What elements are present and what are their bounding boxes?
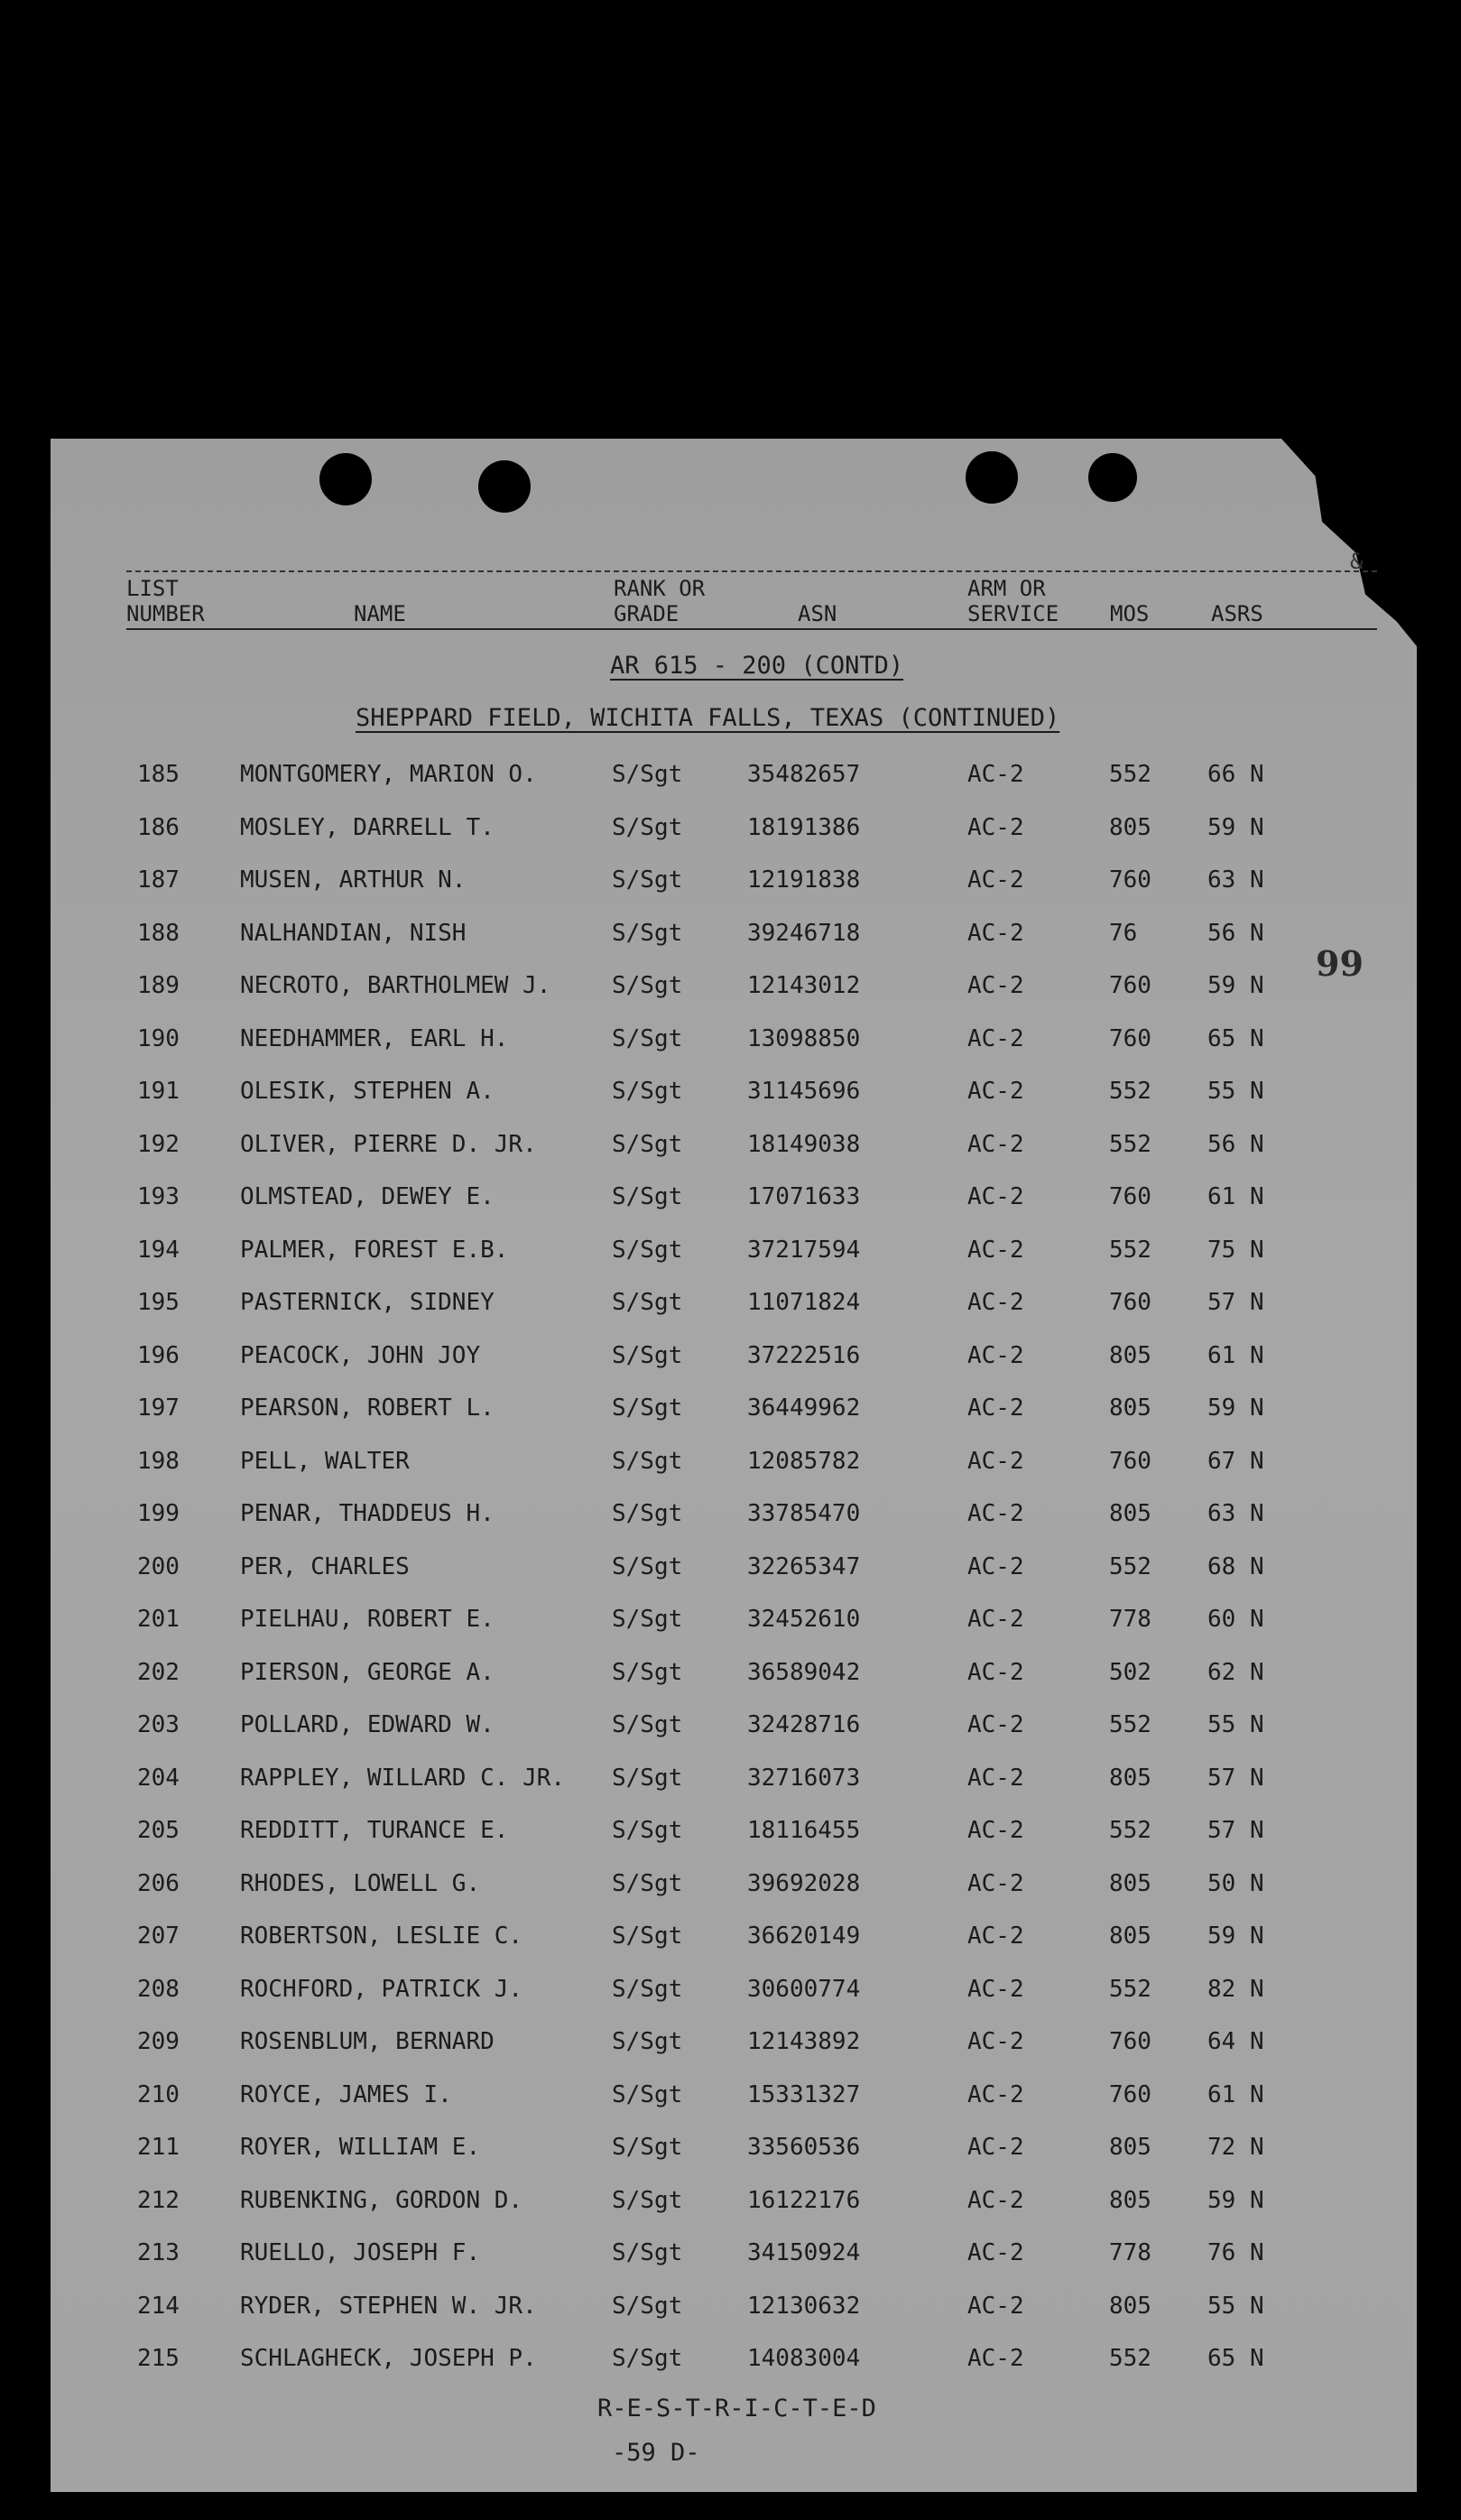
row-asn: 12085782 [747, 1447, 861, 1475]
row-name: MONTGOMERY, MARION O. [240, 761, 537, 788]
row-name: OLESIK, STEPHEN A. [240, 1078, 495, 1105]
row-asn: 33560536 [747, 2134, 861, 2161]
row-arm-service: AC-2 [967, 1658, 1024, 1686]
row-list-number: 206 [137, 1869, 180, 1897]
row-name: PALMER, FOREST E.B. [240, 1236, 509, 1264]
row-rank: S/Sgt [612, 1289, 683, 1316]
punch-hole [1088, 453, 1137, 502]
row-name: RUBENKING, GORDON D. [240, 2186, 523, 2214]
table-row [51, 2182, 1404, 2219]
row-asrs: 61 N [1207, 1183, 1264, 1210]
row-asn: 32428716 [747, 1711, 861, 1738]
row-asrs: 57 N [1207, 1289, 1264, 1316]
row-asrs: 65 N [1207, 2345, 1264, 2372]
row-asn: 11071824 [747, 1289, 861, 1316]
row-asrs: 50 N [1207, 1869, 1264, 1897]
row-rank: S/Sgt [612, 1341, 683, 1369]
document-page [51, 439, 1417, 2492]
row-rank: S/Sgt [612, 1183, 683, 1210]
row-list-number: 211 [137, 2134, 180, 2161]
row-mos: 760 [1109, 1024, 1151, 1052]
row-asn: 14083004 [747, 2345, 861, 2372]
row-asn: 18191386 [747, 813, 861, 841]
table-row [51, 2288, 1404, 2324]
row-arm-service: AC-2 [967, 1394, 1024, 1422]
row-asrs: 59 N [1207, 1394, 1264, 1422]
row-asn: 12130632 [747, 2292, 861, 2320]
row-rank: S/Sgt [612, 1236, 683, 1264]
row-name: REDDITT, TURANCE E. [240, 1817, 509, 1844]
row-rank: S/Sgt [612, 972, 683, 999]
row-asn: 32452610 [747, 1606, 861, 1633]
row-list-number: 202 [137, 1658, 180, 1686]
row-mos: 552 [1109, 1078, 1151, 1105]
row-list-number: 204 [137, 1764, 180, 1792]
corner-mark: & [1350, 549, 1364, 574]
row-asn: 18116455 [747, 1817, 861, 1844]
row-list-number: 199 [137, 1500, 180, 1527]
row-list-number: 210 [137, 2080, 180, 2108]
row-mos: 778 [1109, 2239, 1151, 2266]
row-asn: 15331327 [747, 2080, 861, 2108]
row-mos: 760 [1109, 1447, 1151, 1475]
row-mos: 805 [1109, 2292, 1151, 2320]
row-rank: S/Sgt [612, 1764, 683, 1792]
row-arm-service: AC-2 [967, 972, 1024, 999]
row-asn: 36589042 [747, 1658, 861, 1686]
row-name: ROCHFORD, PATRICK J. [240, 1975, 523, 2003]
header-top-rule [126, 570, 1377, 572]
row-rank: S/Sgt [612, 1975, 683, 2003]
row-name: RHODES, LOWELL G. [240, 1869, 481, 1897]
row-arm-service: AC-2 [967, 2345, 1024, 2372]
table-row [51, 1179, 1404, 1215]
row-rank: S/Sgt [612, 1922, 683, 1950]
table-row [51, 810, 1404, 846]
row-asn: 39246718 [747, 919, 861, 947]
row-rank: S/Sgt [612, 1658, 683, 1686]
row-asn: 31145696 [747, 1078, 861, 1105]
row-mos: 805 [1109, 1869, 1151, 1897]
row-list-number: 189 [137, 972, 180, 999]
table-row [51, 2077, 1404, 2113]
table-row [51, 1601, 1404, 1637]
row-mos: 805 [1109, 2134, 1151, 2161]
row-name: ROYER, WILLIAM E. [240, 2134, 481, 2161]
row-asn: 37217594 [747, 1236, 861, 1264]
row-rank: S/Sgt [612, 1500, 683, 1527]
row-list-number: 192 [137, 1130, 180, 1158]
row-mos: 805 [1109, 1922, 1151, 1950]
header-bottom-rule [126, 628, 1377, 630]
row-mos: 805 [1109, 1764, 1151, 1792]
row-rank: S/Sgt [612, 2134, 683, 2161]
row-arm-service: AC-2 [967, 1130, 1024, 1158]
row-mos: 760 [1109, 972, 1151, 999]
row-mos: 805 [1109, 813, 1151, 841]
row-asn: 34150924 [747, 2239, 861, 2266]
row-list-number: 214 [137, 2292, 180, 2320]
row-asrs: 55 N [1207, 2292, 1264, 2320]
row-name: OLIVER, PIERRE D. JR. [240, 1130, 537, 1158]
row-list-number: 191 [137, 1078, 180, 1105]
row-rank: S/Sgt [612, 1394, 683, 1422]
row-mos: 552 [1109, 761, 1151, 788]
row-asrs: 60 N [1207, 1606, 1264, 1633]
header-arm-service: ARM OR SERVICE [967, 576, 1059, 626]
punch-hole [478, 460, 531, 513]
row-asrs: 56 N [1207, 1130, 1264, 1158]
row-rank: S/Sgt [612, 2239, 683, 2266]
header-asrs: ASRS [1211, 601, 1263, 626]
row-asrs: 67 N [1207, 1447, 1264, 1475]
row-list-number: 201 [137, 1606, 180, 1633]
row-mos: 552 [1109, 1817, 1151, 1844]
table-row [51, 1390, 1404, 1426]
table-row [51, 1338, 1404, 1374]
header-name: NAME [354, 601, 406, 626]
row-asn: 17071633 [747, 1183, 861, 1210]
row-rank: S/Sgt [612, 761, 683, 788]
row-asn: 36449962 [747, 1394, 861, 1422]
row-mos: 760 [1109, 2080, 1151, 2108]
row-asrs: 56 N [1207, 919, 1264, 947]
table-row [51, 1760, 1404, 1796]
row-name: PENAR, THADDEUS H. [240, 1500, 495, 1527]
header-list-number: LIST NUMBER [126, 576, 205, 626]
table-row [51, 756, 1404, 792]
row-list-number: 215 [137, 2345, 180, 2372]
row-list-number: 185 [137, 761, 180, 788]
row-arm-service: AC-2 [967, 1975, 1024, 2003]
row-arm-service: AC-2 [967, 1289, 1024, 1316]
table-row [51, 1971, 1404, 2007]
regulation-title: AR 615 - 200 (CONTD) [610, 652, 904, 680]
row-arm-service: AC-2 [967, 1341, 1024, 1369]
row-mos: 552 [1109, 1236, 1151, 1264]
table-row [51, 968, 1404, 1004]
page-number: -59 D- [612, 2439, 700, 2467]
row-asn: 12191838 [747, 866, 861, 894]
row-rank: S/Sgt [612, 1711, 683, 1738]
row-mos: 760 [1109, 866, 1151, 894]
row-list-number: 209 [137, 2028, 180, 2055]
row-rank: S/Sgt [612, 1130, 683, 1158]
table-row [51, 1073, 1404, 1109]
row-arm-service: AC-2 [967, 1500, 1024, 1527]
row-arm-service: AC-2 [967, 1447, 1024, 1475]
table-row [51, 1232, 1404, 1268]
table-row [51, 862, 1404, 898]
row-asrs: 57 N [1207, 1817, 1264, 1844]
row-arm-service: AC-2 [967, 2292, 1024, 2320]
row-list-number: 195 [137, 1289, 180, 1316]
row-name: RAPPLEY, WILLARD C. JR. [240, 1764, 566, 1792]
row-mos: 552 [1109, 2345, 1151, 2372]
row-name: MOSLEY, DARRELL T. [240, 813, 495, 841]
row-mos: 760 [1109, 2028, 1151, 2055]
row-asn: 37222516 [747, 1341, 861, 1369]
row-rank: S/Sgt [612, 1078, 683, 1105]
row-asn: 32265347 [747, 1552, 861, 1580]
row-name: PASTERNICK, SIDNEY [240, 1289, 495, 1316]
row-arm-service: AC-2 [967, 1552, 1024, 1580]
row-arm-service: AC-2 [967, 761, 1024, 788]
row-name: OLMSTEAD, DEWEY E. [240, 1183, 495, 1210]
row-name: POLLARD, EDWARD W. [240, 1711, 495, 1738]
table-row [51, 1707, 1404, 1743]
table-row [51, 2024, 1404, 2060]
row-list-number: 187 [137, 866, 180, 894]
row-asn: 12143892 [747, 2028, 861, 2055]
row-mos: 552 [1109, 1130, 1151, 1158]
row-arm-service: AC-2 [967, 1817, 1024, 1844]
row-list-number: 186 [137, 813, 180, 841]
row-asrs: 63 N [1207, 866, 1264, 894]
torn-corner [1281, 439, 1417, 646]
row-rank: S/Sgt [612, 1606, 683, 1633]
row-arm-service: AC-2 [967, 1711, 1024, 1738]
row-asrs: 68 N [1207, 1552, 1264, 1580]
row-list-number: 203 [137, 1711, 180, 1738]
row-rank: S/Sgt [612, 813, 683, 841]
table-row [51, 1654, 1404, 1691]
row-name: PIERSON, GEORGE A. [240, 1658, 495, 1686]
row-mos: 552 [1109, 1711, 1151, 1738]
row-mos: 760 [1109, 1183, 1151, 1210]
row-mos: 552 [1109, 1552, 1151, 1580]
table-row [51, 1021, 1404, 1057]
row-rank: S/Sgt [612, 1447, 683, 1475]
row-asn: 36620149 [747, 1922, 861, 1950]
row-asrs: 76 N [1207, 2239, 1264, 2266]
punch-hole [966, 451, 1018, 504]
row-name: ROYCE, JAMES I. [240, 2080, 452, 2108]
row-list-number: 193 [137, 1183, 180, 1210]
row-arm-service: AC-2 [967, 2134, 1024, 2161]
row-asrs: 59 N [1207, 1922, 1264, 1950]
row-list-number: 194 [137, 1236, 180, 1264]
row-rank: S/Sgt [612, 919, 683, 947]
row-list-number: 205 [137, 1817, 180, 1844]
row-asrs: 65 N [1207, 1024, 1264, 1052]
row-rank: S/Sgt [612, 2186, 683, 2214]
row-arm-service: AC-2 [967, 1183, 1024, 1210]
row-name: RUELLO, JOSEPH F. [240, 2239, 481, 2266]
header-mos: MOS [1110, 601, 1150, 626]
row-name: MUSEN, ARTHUR N. [240, 866, 467, 894]
row-arm-service: AC-2 [967, 1764, 1024, 1792]
row-arm-service: AC-2 [967, 1606, 1024, 1633]
table-row [51, 1549, 1404, 1585]
row-rank: S/Sgt [612, 1817, 683, 1844]
row-name: NALHANDIAN, NISH [240, 919, 467, 947]
row-arm-service: AC-2 [967, 1869, 1024, 1897]
row-asn: 33785470 [747, 1500, 861, 1527]
row-asrs: 59 N [1207, 972, 1264, 999]
table-row [51, 2235, 1404, 2271]
row-rank: S/Sgt [612, 1552, 683, 1580]
row-asrs: 59 N [1207, 2186, 1264, 2214]
row-list-number: 213 [137, 2239, 180, 2266]
row-name: PIELHAU, ROBERT E. [240, 1606, 495, 1633]
row-list-number: 212 [137, 2186, 180, 2214]
row-asn: 35482657 [747, 761, 861, 788]
row-arm-service: AC-2 [967, 919, 1024, 947]
row-rank: S/Sgt [612, 1024, 683, 1052]
row-rank: S/Sgt [612, 2345, 683, 2372]
row-arm-service: AC-2 [967, 1922, 1024, 1950]
row-list-number: 207 [137, 1922, 180, 1950]
row-asrs: 63 N [1207, 1500, 1264, 1527]
row-arm-service: AC-2 [967, 1024, 1024, 1052]
row-asrs: 55 N [1207, 1711, 1264, 1738]
row-arm-service: AC-2 [967, 2028, 1024, 2055]
row-asrs: 61 N [1207, 2080, 1264, 2108]
row-rank: S/Sgt [612, 2292, 683, 2320]
row-rank: S/Sgt [612, 2028, 683, 2055]
row-asn: 13098850 [747, 1024, 861, 1052]
row-arm-service: AC-2 [967, 813, 1024, 841]
table-row [51, 2340, 1404, 2376]
row-arm-service: AC-2 [967, 1078, 1024, 1105]
row-mos: 805 [1109, 1394, 1151, 1422]
row-name: SCHLAGHECK, JOSEPH P. [240, 2345, 537, 2372]
row-name: PEARSON, ROBERT L. [240, 1394, 495, 1422]
row-arm-service: AC-2 [967, 2080, 1024, 2108]
row-mos: 760 [1109, 1289, 1151, 1316]
row-list-number: 196 [137, 1341, 180, 1369]
row-rank: S/Sgt [612, 1869, 683, 1897]
row-name: PEACOCK, JOHN JOY [240, 1341, 481, 1369]
row-mos: 805 [1109, 2186, 1151, 2214]
row-mos: 805 [1109, 1500, 1151, 1527]
row-asrs: 72 N [1207, 2134, 1264, 2161]
row-arm-service: AC-2 [967, 2186, 1024, 2214]
row-mos: 502 [1109, 1658, 1151, 1686]
row-asn: 12143012 [747, 972, 861, 999]
row-list-number: 200 [137, 1552, 180, 1580]
row-list-number: 197 [137, 1394, 180, 1422]
row-mos: 552 [1109, 1975, 1151, 2003]
row-asn: 39692028 [747, 1869, 861, 1897]
row-list-number: 208 [137, 1975, 180, 2003]
row-asrs: 59 N [1207, 813, 1264, 841]
row-list-number: 188 [137, 919, 180, 947]
table-row [51, 1866, 1404, 1902]
row-asrs: 57 N [1207, 1764, 1264, 1792]
table-row [51, 2129, 1404, 2165]
row-mos: 778 [1109, 1606, 1151, 1633]
row-name: PER, CHARLES [240, 1552, 410, 1580]
row-arm-service: AC-2 [967, 1236, 1024, 1264]
row-name: PELL, WALTER [240, 1447, 410, 1475]
punch-hole [319, 453, 372, 505]
header-rank-grade: RANK OR GRADE [614, 576, 706, 626]
row-arm-service: AC-2 [967, 2239, 1024, 2266]
table-row [51, 1812, 1404, 1848]
row-name: NECROTO, BARTHOLMEW J. [240, 972, 551, 999]
row-asrs: 55 N [1207, 1078, 1264, 1105]
row-rank: S/Sgt [612, 866, 683, 894]
row-rank: S/Sgt [612, 2080, 683, 2108]
table-row [51, 1284, 1404, 1320]
row-name: ROSENBLUM, BERNARD [240, 2028, 495, 2055]
row-asrs: 61 N [1207, 1341, 1264, 1369]
side-page-number: 99 [1316, 943, 1364, 984]
row-asrs: 82 N [1207, 1975, 1264, 2003]
row-mos: 76 [1109, 919, 1138, 947]
row-asrs: 75 N [1207, 1236, 1264, 1264]
location-title: SHEPPARD FIELD, WICHITA FALLS, TEXAS (CONTINUED) [356, 704, 1060, 732]
table-row [51, 915, 1404, 951]
row-mos: 805 [1109, 1341, 1151, 1369]
row-asn: 18149038 [747, 1130, 861, 1158]
row-arm-service: AC-2 [967, 866, 1024, 894]
table-row [51, 1443, 1404, 1479]
row-asn: 30600774 [747, 1975, 861, 2003]
row-asrs: 62 N [1207, 1658, 1264, 1686]
row-list-number: 198 [137, 1447, 180, 1475]
table-row [51, 1918, 1404, 1954]
header-asn: ASN [798, 601, 837, 626]
row-name: NEEDHAMMER, EARL H. [240, 1024, 509, 1052]
row-list-number: 190 [137, 1024, 180, 1052]
table-row [51, 1126, 1404, 1163]
restricted-marking: R-E-S-T-R-I-C-T-E-D [597, 2395, 876, 2423]
row-asrs: 66 N [1207, 761, 1264, 788]
row-name: ROBERTSON, LESLIE C. [240, 1922, 523, 1950]
table-row [51, 1496, 1404, 1532]
row-asn: 32716073 [747, 1764, 861, 1792]
row-asrs: 64 N [1207, 2028, 1264, 2055]
row-asn: 16122176 [747, 2186, 861, 2214]
row-name: RYDER, STEPHEN W. JR. [240, 2292, 537, 2320]
